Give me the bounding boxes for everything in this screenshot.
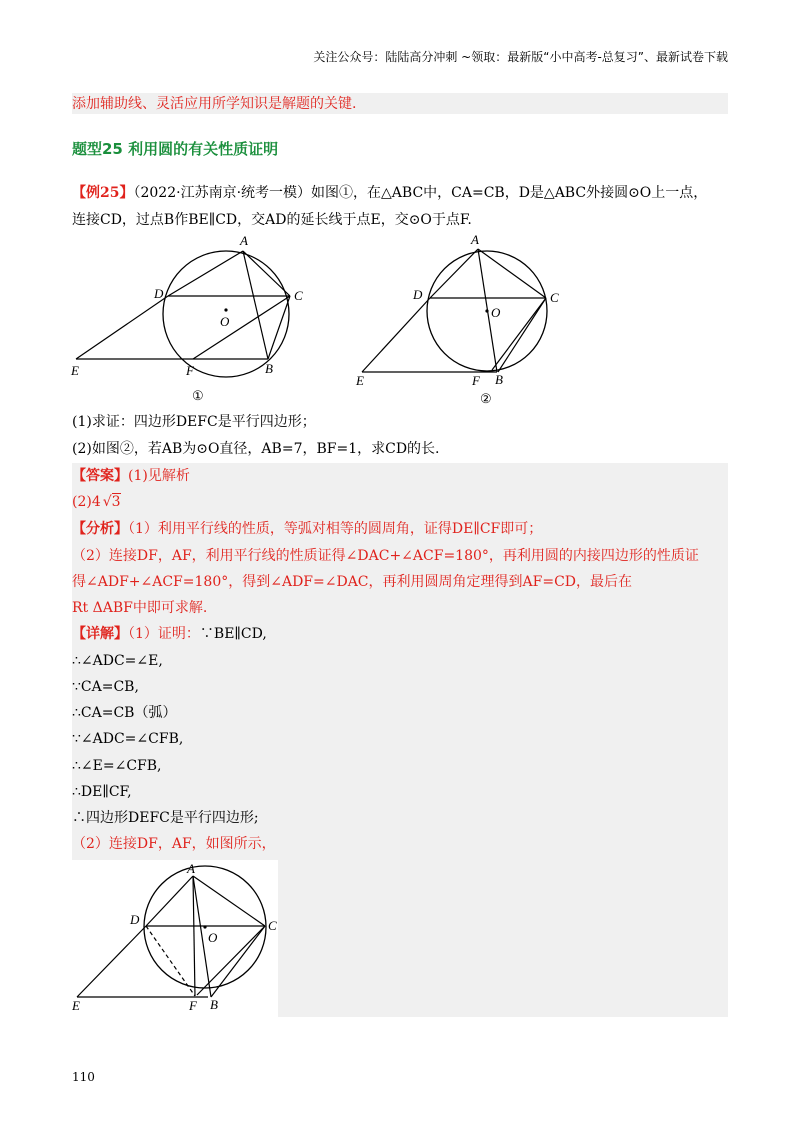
example-text-1: （2022·江苏南京·统考一模）如图①，在△ABC中，CA=CB，D是△ABC外接圆⊙O上一点， <box>133 185 708 201</box>
fig2-label: ② <box>480 391 492 406</box>
fig1-label: ① <box>192 388 204 403</box>
detail-black-1: ∵BE∥CD, <box>199 626 267 642</box>
fig1-point-F: F <box>186 363 194 378</box>
fig2-point-C: C <box>550 290 559 305</box>
fig1-point-C: C <box>294 288 303 303</box>
fig3-point-O: O <box>208 930 218 945</box>
analysis-tag: 【分析】 <box>72 521 128 537</box>
detail-step-4: ∵∠ADC=∠CFB, <box>72 731 184 747</box>
intro-line: 添加辅助线、灵活应用所学知识是解题的关键. <box>72 96 357 112</box>
analysis-line-4: Rt ΔABF中即可求解. <box>72 600 208 616</box>
analysis-text-1: （1）利用平行线的性质，等弧对相等的圆周角，证得DE∥CF即可； <box>128 521 543 537</box>
detail-step-2: ∵CA=CB, <box>72 679 139 695</box>
detail-line-1 <box>72 624 267 644</box>
answer-line-2: (2)4 √3 <box>72 494 121 510</box>
fig3-point-B: B <box>210 997 218 1012</box>
detail-step-1: ∴∠ADC=∠E, <box>72 653 163 669</box>
fig3-point-C: C <box>268 918 277 933</box>
detail-step-5: ∴∠E=∠CFB, <box>72 758 162 774</box>
section-title: 题型25 利用圆的有关性质证明 <box>72 140 279 158</box>
detail-red-1: （1）证明： <box>128 626 200 642</box>
detail-tag: 【详解】 <box>72 626 128 642</box>
fig1-point-B: B <box>265 361 273 376</box>
analysis-line-1 <box>72 519 542 539</box>
analysis-line-3: 得∠ADF+∠ACF=180°，得到∠ADF=∠DAC，再利用圆周角定理得到AF=CD，最后在 <box>72 574 633 590</box>
figure-1 <box>68 233 318 403</box>
analysis-line-2: （2）连接DF，AF，利用平行线的性质证得∠DAC+∠ACF=180°，再利用圆的内接四边形的性质证 <box>72 548 699 564</box>
detail-step-6: ∴DE∥CF, <box>72 784 132 800</box>
figure-3 <box>72 860 278 1017</box>
question-2: (2)如图②，若AB为⊙O直径，AB=7，BF=1，求CD的长. <box>72 441 440 457</box>
fig2-point-O: O <box>491 305 501 320</box>
fig3-point-D: D <box>130 912 140 927</box>
answer-1: (1)见解析 <box>128 468 190 484</box>
figure-2 <box>352 233 582 408</box>
answer-line-1 <box>72 466 190 486</box>
fig3-point-A: A <box>187 861 195 876</box>
fig2-point-A: A <box>471 233 479 247</box>
fig1-point-O: O <box>220 314 230 329</box>
fig3-point-E: E <box>72 998 80 1013</box>
fig2-point-B: B <box>495 372 503 387</box>
fig1-point-D: D <box>154 286 164 301</box>
example-line-1 <box>72 183 707 203</box>
question-1: (1)求证：四边形DEFC是平行四边形； <box>72 414 316 430</box>
detail-step-7: ∴四边形DEFC是平行四边形; <box>72 810 259 826</box>
answer-2-prefix: (2)4 <box>72 494 101 510</box>
fig2-point-E: E <box>356 373 364 388</box>
fig1-point-E: E <box>71 363 79 378</box>
example-tag: 【例25】 <box>72 185 134 201</box>
fig2-point-D: D <box>413 287 423 302</box>
answer-tag: 【答案】 <box>72 468 128 484</box>
answer-2-radical: 3 <box>111 494 121 510</box>
fig2-point-F: F <box>472 373 480 388</box>
example-line-2: 连接CD，过点B作BE∥CD，交AD的延长线于点E，交⊙O于点F. <box>72 212 472 228</box>
fig3-point-F: F <box>189 998 197 1013</box>
page-number: 110 <box>72 1070 95 1084</box>
page-header: 关注公众号：陆陆高分冲刺 ~领取：最新版“小中高考-总复习”、最新试卷下载 <box>313 50 728 64</box>
fig1-point-A: A <box>240 233 248 248</box>
detail-step-8: （2）连接DF，AF，如图所示， <box>72 836 276 852</box>
detail-step-3: ∴CA=CB（弧） <box>72 705 177 721</box>
